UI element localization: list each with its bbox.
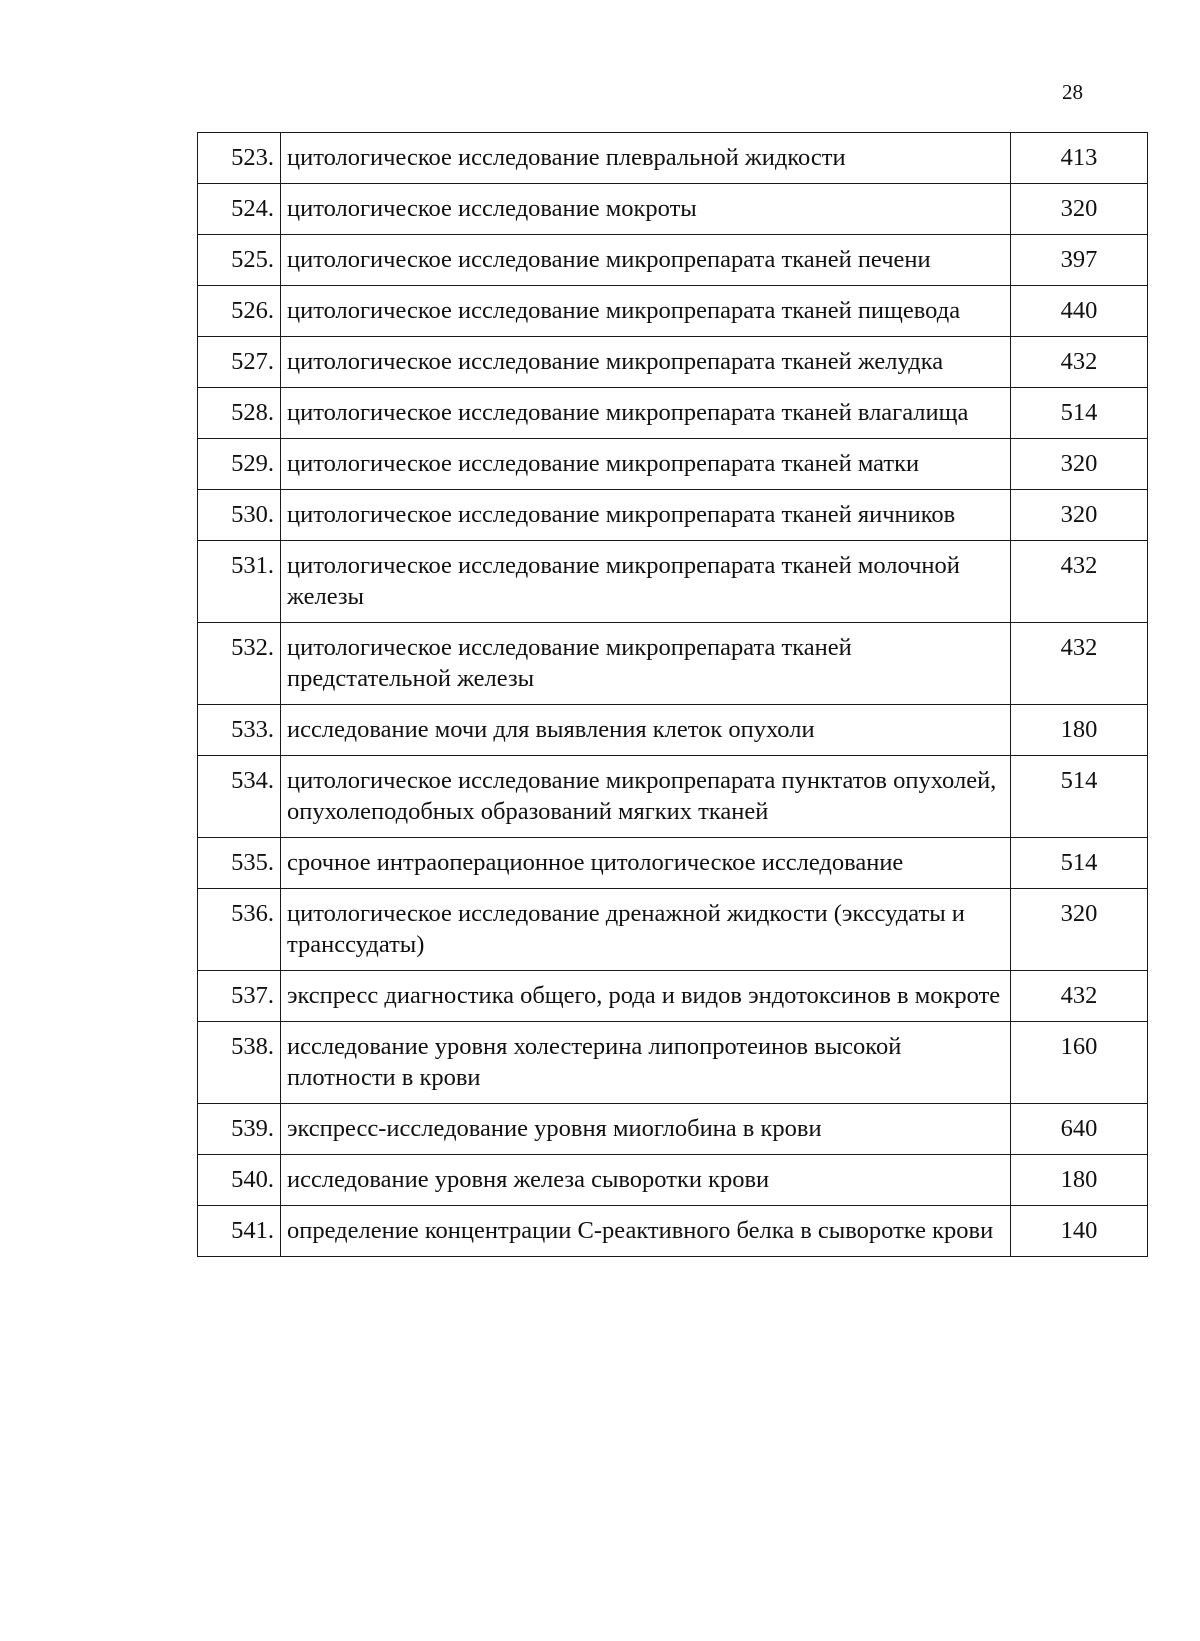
- table-row: [198, 838, 1148, 889]
- row-number: 541.: [198, 1206, 281, 1257]
- row-number: 540.: [198, 1155, 281, 1206]
- service-name: цитологическое исследование микропрепарата тканей влагалища: [281, 388, 1011, 439]
- service-price: 180: [1011, 1155, 1148, 1206]
- service-name: цитологическое исследование микропрепарата тканей пищевода: [281, 286, 1011, 337]
- row-number: 536.: [198, 889, 281, 971]
- row-number: 529.: [198, 439, 281, 490]
- service-name: определение концентрации С-реактивного белка в сыворотке крови: [281, 1206, 1011, 1257]
- row-number: 532.: [198, 623, 281, 705]
- services-price-table: [197, 132, 1148, 1257]
- table-row: [198, 388, 1148, 439]
- service-name: исследование уровня холестерина липопротеинов высокой плотности в крови: [281, 1022, 1011, 1104]
- table-row: [198, 490, 1148, 541]
- service-name: исследование уровня железа сыворотки крови: [281, 1155, 1011, 1206]
- service-price: 320: [1011, 490, 1148, 541]
- row-number: 524.: [198, 184, 281, 235]
- service-price: 397: [1011, 235, 1148, 286]
- service-price: 640: [1011, 1104, 1148, 1155]
- table-row: [198, 235, 1148, 286]
- table-row: [198, 623, 1148, 705]
- row-number: 526.: [198, 286, 281, 337]
- service-price: 320: [1011, 439, 1148, 490]
- service-price: 432: [1011, 541, 1148, 623]
- service-name: срочное интраоперационное цитологическое исследование: [281, 838, 1011, 889]
- service-price: 514: [1011, 756, 1148, 838]
- row-number: 534.: [198, 756, 281, 838]
- row-number: 539.: [198, 1104, 281, 1155]
- service-price: 413: [1011, 133, 1148, 184]
- row-number: 525.: [198, 235, 281, 286]
- service-name: цитологическое исследование микропрепарата тканей молочной железы: [281, 541, 1011, 623]
- table-row: [198, 889, 1148, 971]
- service-name: цитологическое исследование плевральной жидкости: [281, 133, 1011, 184]
- table-row: [198, 337, 1148, 388]
- row-number: 527.: [198, 337, 281, 388]
- row-number: 530.: [198, 490, 281, 541]
- row-number: 531.: [198, 541, 281, 623]
- service-price: 432: [1011, 971, 1148, 1022]
- service-name: цитологическое исследование микропрепарата тканей матки: [281, 439, 1011, 490]
- service-name: цитологическое исследование дренажной жидкости (экссудаты и транссудаты): [281, 889, 1011, 971]
- service-name: цитологическое исследование микропрепарата пунктатов опухолей, опухолеподобных образований мягких тканей: [281, 756, 1011, 838]
- service-price: 432: [1011, 623, 1148, 705]
- table-row: [198, 286, 1148, 337]
- table-row: [198, 133, 1148, 184]
- row-number: 538.: [198, 1022, 281, 1104]
- service-price: 440: [1011, 286, 1148, 337]
- service-name: экспресс-исследование уровня миоглобина в крови: [281, 1104, 1011, 1155]
- table-row: [198, 1022, 1148, 1104]
- service-price: 514: [1011, 838, 1148, 889]
- service-price: 180: [1011, 705, 1148, 756]
- row-number: 523.: [198, 133, 281, 184]
- service-price: 320: [1011, 184, 1148, 235]
- row-number: 535.: [198, 838, 281, 889]
- service-name: цитологическое исследование микропрепарата тканей печени: [281, 235, 1011, 286]
- service-name: цитологическое исследование микропрепарата тканей яичников: [281, 490, 1011, 541]
- table-row: [198, 184, 1148, 235]
- table-row: [198, 756, 1148, 838]
- row-number: 528.: [198, 388, 281, 439]
- service-name: цитологическое исследование микропрепарата тканей желудка: [281, 337, 1011, 388]
- table-row: [198, 439, 1148, 490]
- table-row: [198, 1155, 1148, 1206]
- page-number: 28: [1062, 80, 1083, 104]
- table-row: [198, 541, 1148, 623]
- table-row: [198, 1104, 1148, 1155]
- row-number: 533.: [198, 705, 281, 756]
- service-name: экспресс диагностика общего, рода и видов эндотоксинов в мокроте: [281, 971, 1011, 1022]
- service-name: цитологическое исследование микропрепарата тканей предстательной железы: [281, 623, 1011, 705]
- table-row: [198, 705, 1148, 756]
- table-row: [198, 971, 1148, 1022]
- service-price: 140: [1011, 1206, 1148, 1257]
- table-body: [198, 133, 1148, 1257]
- service-name: цитологическое исследование мокроты: [281, 184, 1011, 235]
- table-row: [198, 1206, 1148, 1257]
- row-number: 537.: [198, 971, 281, 1022]
- service-price: 432: [1011, 337, 1148, 388]
- service-name: исследование мочи для выявления клеток опухоли: [281, 705, 1011, 756]
- service-price: 514: [1011, 388, 1148, 439]
- service-price: 320: [1011, 889, 1148, 971]
- service-price: 160: [1011, 1022, 1148, 1104]
